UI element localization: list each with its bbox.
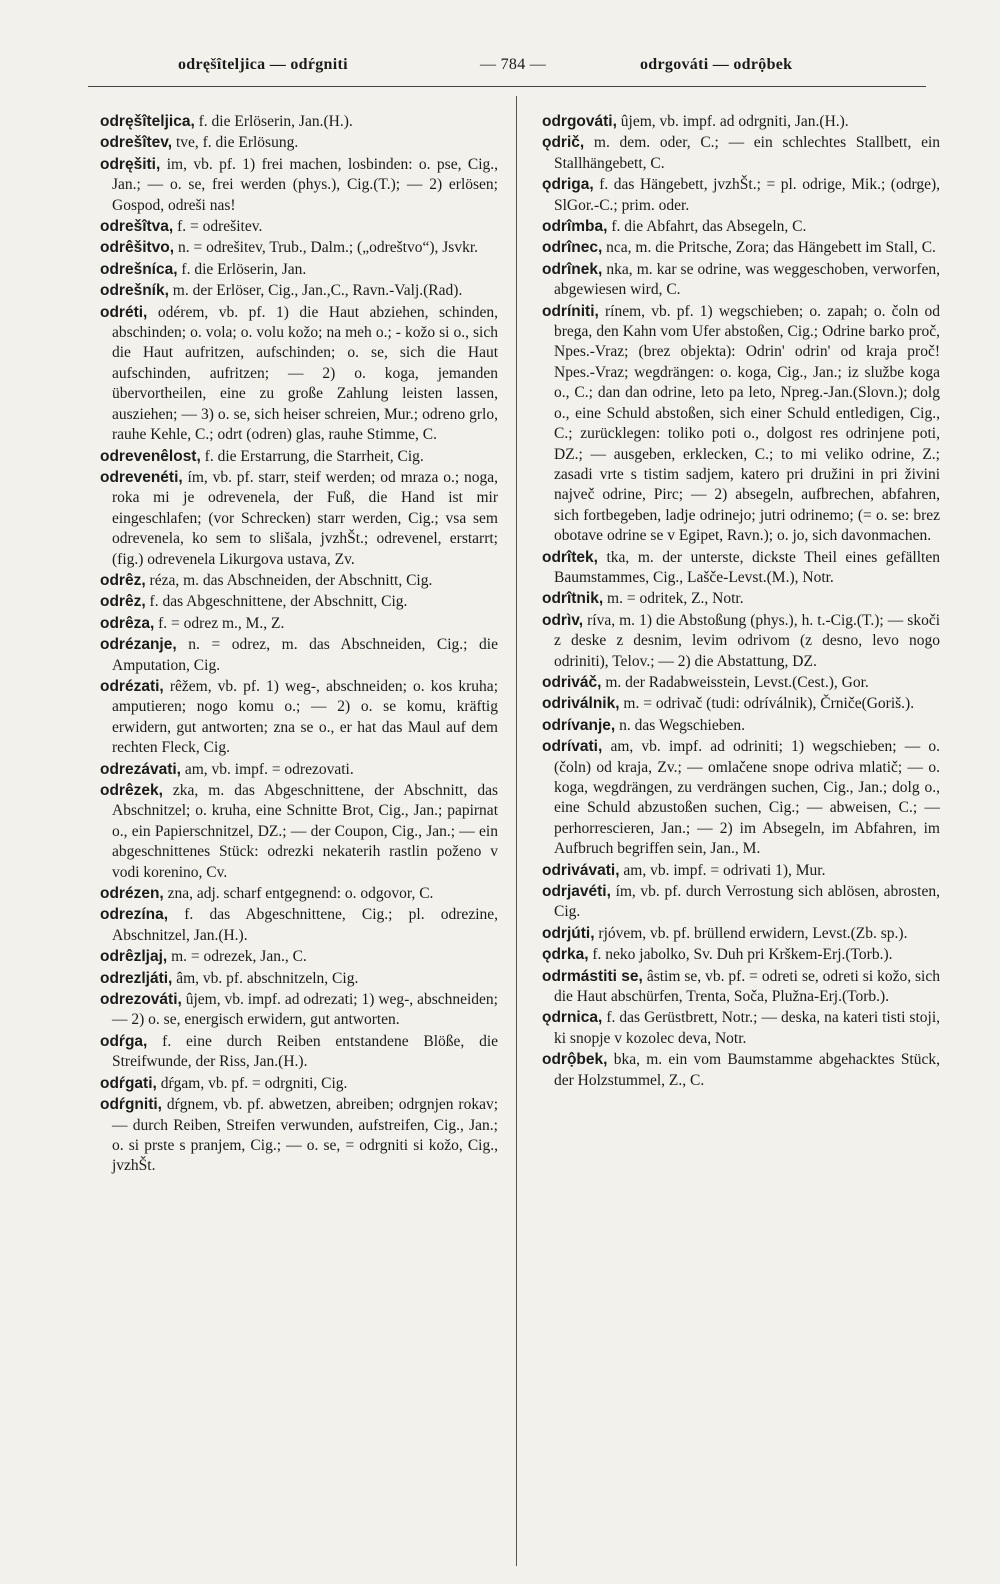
entry-definition: ím, vb. pf. durch Verrostung sich ablösen, abrosten, Cig. — [554, 883, 940, 921]
entry-definition: m. der Radabweisstein, Levst.(Cest.), Gor. — [605, 673, 869, 691]
entry-headword: odręšîteljica, — [100, 113, 195, 130]
entry-headword: odrêzek, — [100, 782, 163, 799]
entry-headword: ǫdrka, — [542, 946, 589, 964]
dictionary-entry — [100, 592, 498, 612]
dictionary-entry — [542, 175, 940, 216]
entry-headword: odŕga, — [100, 1032, 148, 1050]
entry-definition: am, vb. impf. = odrivati 1), Mur. — [623, 861, 826, 879]
entry-headword: odrìv, — [542, 611, 584, 629]
dictionary-entry — [100, 133, 498, 153]
entry-headword: odrevenêlost, — [100, 447, 201, 465]
dictionary-entry — [542, 302, 940, 547]
dictionary-entry — [542, 882, 940, 923]
dictionary-entry — [542, 716, 940, 736]
entry-headword: odrešîtev, — [100, 134, 173, 152]
entry-headword: ǫdrič, — [542, 134, 585, 152]
entry-definition: dŕgnem, vb. pf. abwetzen, abreiben; odrgnjen rokav; — durch Reiben, Streifen verwunden, aufstreifen, Cig., Jan.; o. si prste s pranjem, Cig.; — o. se, = odrgniti si kožo, Cig., jvzhŠt. — [112, 1096, 498, 1175]
entry-definition: f. die Erlöserin, Jan.(H.). — [198, 113, 353, 130]
entry-definition: âstim se, vb. pf. = odreti se, odreti si kožo, sich die Haut abschürfen, Trenta, Soča, Plužna-Erj.(Torb.). — [554, 967, 940, 1006]
entry-definition: f. die Erstarrung, die Starrheit, Cig. — [204, 447, 424, 465]
dictionary-entry — [542, 112, 940, 132]
dictionary-entry — [542, 967, 940, 1008]
entry-headword: odrêšitvo, — [100, 239, 175, 257]
dictionary-entry — [100, 468, 498, 570]
entry-headword: odrezováti, — [100, 991, 182, 1009]
entry-definition: ûjem, vb. impf. ad odrgniti, Jan.(H.). — [620, 113, 849, 130]
entry-headword: odrézati, — [100, 677, 164, 695]
entry-definition: rínem, vb. pf. 1) wegschieben; o. zapah; o. čoln od brega, den Kahn vom Ufer abstoßen, Cig.; Odrine barko proč, Npes.-Vraz; (brez objekta): Odrin' odrin' od kraja proč! Npes.-Vraz; wegdrängen: o. koga, Cig., Jan.; iz službe koga o., C.; dan dan odrine, leto pa leto, Npreg.-Jan.(Slovn.); dolg o., eine Schuld abstoßen, sich einer Schuld entledigen, Cig., C.; zurücklegen: toliko poti o., dolgost res odrinjene poti, DZ.; — ausgeben, erklecken, C.; to mi veliko odrine, Z.; zasadi vrte s tistim sadjem, katero pri družini in pri živini največ odrine, Pirc; — 2) absegeln, aufbrechen, abfahren, sich fortbegeben, ladje odrinejo; jutri odrinemo; (= o. se: brez obotave odrine se v Egipet, Ravn.); o. jo, sich davonmachen. — [554, 302, 940, 545]
page-header — [88, 50, 928, 82]
dictionary-entry — [100, 112, 498, 132]
dictionary-entry — [100, 905, 498, 946]
entry-headword: odrešníca, — [100, 260, 178, 278]
entry-headword: odrézanje, — [100, 636, 177, 654]
dictionary-entry — [542, 694, 940, 714]
dictionary-entry — [100, 969, 498, 989]
entry-headword: odrjavéti, — [542, 883, 611, 901]
dictionary-entry — [100, 677, 498, 759]
dictionary-entry — [100, 990, 498, 1031]
entry-headword: odrîtnik, — [542, 590, 604, 608]
dictionary-entry — [542, 133, 940, 174]
dictionary-entry — [542, 611, 940, 672]
page-number: — 784 — — [480, 56, 547, 73]
entry-headword: odriváč, — [542, 673, 602, 691]
entry-definition: f. das Abgeschnittene, Cig.; pl. odrezine, Abschnitzel, Jan.(H.). — [112, 906, 498, 944]
entry-definition: f. neko jabolko, Sv. Duh pri Krškem-Erj.(Torb.). — [592, 946, 893, 964]
entry-definition: âm, vb. pf. abschnitzeln, Cig. — [176, 969, 359, 987]
entry-headword: odrivávati, — [542, 861, 620, 879]
left-column — [100, 112, 498, 1562]
dictionary-entry — [100, 760, 498, 780]
entry-headword: odrêza, — [100, 614, 155, 632]
entry-definition: bka, m. ein vom Baumstamme abgehacktes Stück, der Holzstummel, Z., C. — [554, 1051, 940, 1089]
entry-headword: ǫdrnica, — [542, 1009, 603, 1027]
dictionary-entry — [542, 861, 940, 881]
entry-definition: f. das Abgeschnittene, der Abschnitt, Cig. — [149, 593, 408, 611]
entry-headword: odrînek, — [542, 260, 603, 278]
entry-definition: tve, f. die Erlösung. — [175, 134, 299, 152]
dictionary-entry — [542, 548, 940, 589]
dictionary-entry — [542, 737, 940, 859]
header-left-guide: odręšîteljica — odŕgniti — [178, 56, 348, 73]
entry-headword: odrešîtva, — [100, 218, 174, 236]
entry-definition: n. = odrešitev, Trub., Dalm.; („odreštvo“), Jsvkr. — [177, 239, 479, 257]
dictionary-entry — [100, 884, 498, 904]
entry-headword: odrgováti, — [542, 113, 617, 130]
entry-definition: tka, m. der unterste, dickste Theil eines gefällten Baumstammes, Cig., Lašče-Levst.(M.), Notr. — [554, 548, 940, 586]
entry-headword: odrevenéti, — [100, 468, 183, 486]
dictionary-entry — [542, 217, 940, 237]
entry-definition: nca, m. die Pritsche, Zora; das Hängebett im Stall, C. — [606, 239, 936, 257]
entry-headword: odrézen, — [100, 885, 164, 903]
dictionary-entry — [100, 238, 498, 258]
entry-headword: odrívanje, — [542, 716, 616, 734]
entry-definition: f. eine durch Reiben entstandene Blöße, die Streifwunde, der Riss, Jan.(H.). — [112, 1032, 498, 1071]
dictionary-entry — [542, 1050, 940, 1091]
entry-definition: nka, m. kar se odrine, was weggeschoben, verworfen, abgewiesen wird, C. — [554, 260, 940, 299]
entry-headword: odrmástiti se, — [542, 967, 643, 985]
entry-headword: odrívati, — [542, 738, 603, 756]
dictionary-entry — [100, 281, 498, 301]
dictionary-entry — [100, 303, 498, 446]
entry-headword: odriválnik, — [542, 695, 620, 713]
entry-definition: f. die Abfahrt, das Absegeln, C. — [611, 218, 807, 236]
dictionary-entry — [100, 1074, 498, 1094]
dictionary-entry — [100, 571, 498, 591]
entry-definition: f. das Hängebett, jvzhŠt.; = pl. odrige, Mik.; (odrge), SlGor.-C.; prim. oder. — [554, 176, 940, 214]
dictionary-entry — [100, 155, 498, 216]
dictionary-entry — [100, 1095, 498, 1177]
dictionary-entry — [542, 1008, 940, 1049]
entry-headword: odręšiti, — [100, 155, 161, 173]
column-divider — [516, 96, 517, 1566]
entry-definition: m. dem. oder, C.; — ein schlechtes Stallbett, ein Stallhängebett, C. — [554, 134, 940, 172]
entry-headword: odŕgati, — [100, 1074, 157, 1092]
dictionary-entry — [542, 945, 940, 965]
entry-definition: ím, vb. pf. starr, steif werden; od mraza o.; noga, roka mi je odrevenela, der Fuß, die Hand ist mir eingeschlafen; (vor Schrecken) starr werden, Cig.; vsa sem odrevenela, ko sem to slišala, jvzhŠt.; odrevenel, erstarrt; (fig.) odrevenela Likurgova ustava, Zv. — [112, 468, 498, 568]
dictionary-entry — [542, 589, 940, 609]
entry-definition: f. das Gerüstbrett, Notr.; — deska, na kateri tisti stoji, ki snopje v kozolec deva, Notr. — [554, 1009, 940, 1047]
entry-headword: odrezína, — [100, 906, 169, 924]
entry-headword: ǫdriga, — [542, 176, 594, 194]
entry-headword: odréti, — [100, 303, 148, 321]
dictionary-entry — [542, 673, 940, 693]
entry-definition: m. = odrivač (tudi: odríválnik), Črniče(Goriš.). — [623, 695, 915, 713]
entry-headword: odrînec, — [542, 239, 603, 257]
entry-definition: odérem, vb. pf. 1) die Haut abziehen, schinden, abschinden; o. vola; o. volu kožo; na meh o.; - kožo si o., sich die Haut aufritzen, aufschinden; o. se, sich die Haut aufschinden, aufritzen; — 2) o. koga, jemanden übervortheilen, eine zu große Zahlung leisten lassen, ausziehen; — 3) o. se, sich heiser schreien, Mur.; odreno grlo, rauhe Kehle, C.; odrt (odren) glas, rauhe Stimme, C. — [112, 303, 498, 444]
entry-headword: odrešník, — [100, 282, 169, 300]
dictionary-entry — [100, 447, 498, 467]
entry-headword: odrjúti, — [542, 924, 595, 942]
entry-definition: f. die Erlöserin, Jan. — [181, 260, 307, 278]
entry-definition: am, vb. impf. = odrezovati. — [184, 760, 354, 778]
entry-definition: réza, m. das Abschneiden, der Abschnitt, Cig. — [149, 571, 433, 589]
right-column — [542, 112, 940, 1562]
entry-headword: odrîmba, — [542, 218, 608, 236]
dictionary-entry — [100, 781, 498, 883]
entry-definition: n. das Wegschieben. — [619, 716, 745, 734]
dictionary-entry — [100, 260, 498, 280]
entry-definition: n. = odrez, m. das Abschneiden, Cig.; die Amputation, Cig. — [112, 636, 498, 674]
entry-definition: f. = odrez m., M., Z. — [158, 614, 285, 632]
dictionary-entry — [542, 238, 940, 258]
entry-definition: m. = odritek, Z., Notr. — [607, 590, 744, 608]
dictionary-entry — [100, 635, 498, 676]
dictionary-entry — [542, 260, 940, 301]
entry-definition: f. = odrešitev. — [177, 218, 263, 236]
entry-definition: rjóvem, vb. pf. brüllend erwidern, Levst.(Zb. sp.). — [598, 924, 908, 942]
dictionary-entry — [542, 924, 940, 944]
dictionary-entry — [100, 217, 498, 237]
header-rule — [88, 86, 926, 87]
dictionary-entry — [100, 1032, 498, 1073]
entry-definition: zka, m. das Abgeschnittene, der Abschnitt, das Abschnitzel; o. kruha, eine Schnitte Brot, Cig., Jan.; papirnat o., ein Papierschnitzel, DZ.; — der Coupon, Cig., Jan.; — ein abgeschnittenes Stück: odrezki nekaterih rastlin poženo v vodi korenino, Cv. — [112, 782, 498, 881]
entry-definition: m. der Erlöser, Cig., Jan.,C., Ravn.-Valj.(Rad). — [172, 282, 463, 300]
entry-definition: im, vb. pf. 1) frei machen, losbinden: o. pse, Cig., Jan.; — o. se, frei werden (phys.), Cig.(T.); — 2) erlösen; Gospod, odreši nas! — [112, 155, 498, 214]
entry-headword: odrộbek, — [542, 1051, 608, 1069]
entry-headword: odrêzljaj, — [100, 948, 168, 966]
entry-definition: ûjem, vb. impf. ad odrezati; 1) weg-, abschneiden; — 2) o. se, energisch erwidern, gut antworten. — [112, 991, 498, 1029]
entry-definition: am, vb. impf. ad odriniti; 1) wegschieben; — o. (čoln) od kraja, Zv.; — omlačene snope odriva mlatič; — o. koga, wegdrängen, zu verdrängen suchen, Cig., Jan.; dolg o., eine Schuld abzustoßen suchen, Cig.; — abweisen, C.; — perhorrescieren, Jan.; — 2) im Absegeln, im Abfahren, im Aufbruch begriffen sein, Jan., M. — [554, 738, 940, 858]
entry-headword: odrîtek, — [542, 548, 598, 566]
header-right-guide: odrgováti — odrộbek — [640, 56, 793, 73]
dictionary-entry — [100, 614, 498, 634]
entry-headword: odrêz, — [100, 593, 146, 611]
entry-headword: odríniti, — [542, 302, 599, 320]
entry-headword: odŕgniti, — [100, 1096, 162, 1114]
entry-definition: m. = odrezek, Jan., C. — [171, 948, 307, 966]
dictionary-entry — [100, 947, 498, 967]
entry-headword: odrêz, — [100, 571, 146, 589]
entry-definition: ríva, m. 1) die Abstoßung (phys.), h. t.-Cig.(T.); — skoči z deske z desnim, levim odrivom (z desno, levo nogo odriniti), Telov.; — 2) die Abstattung, DZ. — [554, 611, 940, 670]
entry-definition: rêžem, vb. pf. 1) weg-, abschneiden; o. kos kruha; amputieren; nogo komu o.; — 2) o. se komu, kräftig erwidern, gut antworten; zna se o., er hat das Maul auf dem rechten Fleck, Cig. — [112, 677, 498, 757]
entry-definition: dŕgam, vb. pf. = odrgniti, Cig. — [160, 1074, 348, 1092]
entry-definition: zna, adj. scharf entgegnend: o. odgovor, C. — [167, 885, 434, 903]
entry-headword: odrezávati, — [100, 760, 181, 778]
entry-headword: odrezljáti, — [100, 969, 173, 987]
